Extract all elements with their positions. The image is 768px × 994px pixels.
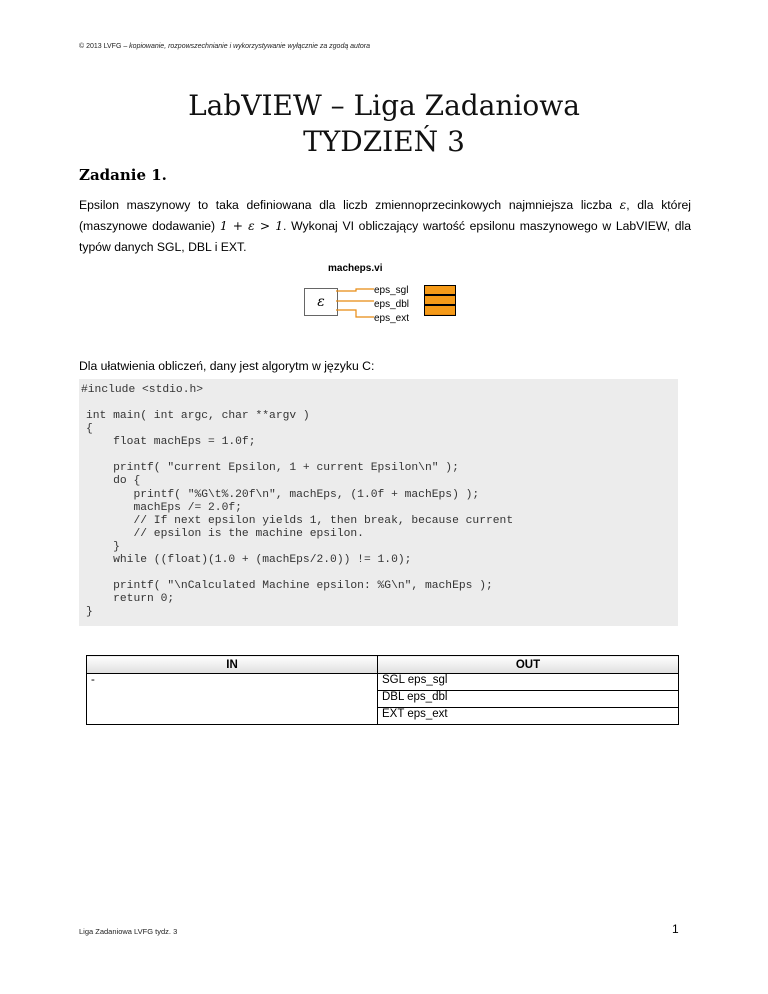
vi-epsilon-symbol: ε	[317, 294, 325, 310]
connector-pane-icon	[424, 285, 456, 316]
in-value-cell: -	[87, 674, 378, 725]
out-row-ext: EXT eps_ext	[378, 708, 679, 725]
task-text-part2: , dla której (maszynowe dodawanie)	[79, 198, 691, 233]
vi-icon-box	[304, 288, 338, 316]
connector-terminal-1	[425, 286, 455, 296]
terminal-label-dbl: eps_dbl	[374, 299, 410, 310]
out-row-dbl: DBL eps_dbl	[378, 691, 679, 708]
header-copyright-note	[79, 43, 370, 50]
table-row	[87, 674, 679, 691]
page-title-line2: TYDZIEŃ 3	[303, 125, 465, 158]
code-intro-text: Dla ułatwienia obliczeń, dany jest algorytm w języku C:	[79, 359, 375, 373]
task-description	[79, 195, 691, 258]
copyright-text: © 2013 LVFG	[79, 43, 122, 50]
epsilon-symbol: ε	[619, 198, 627, 212]
terminal-label-ext: eps_ext	[374, 313, 410, 324]
vi-name: macheps.vi	[328, 263, 383, 274]
code-body: int main( int argc, char **argv ) { float machEps = 1.0f; printf( "current Epsilon, 1 + current Epsilon\n" ); do { printf( "%G\t%.20f\n", machEps, (1.0f + machEps) ); machEps /= 2.0f; // If next epsilon yields 1, then break, because current // epsilon is the machine epsilon. } while ((float)(1.0 + (machEps/2.0)) != 1.0); printf( "\nCalculated Machine epsilon: %G\n", machEps ); return 0; }	[86, 410, 514, 619]
connector-terminal-3	[425, 306, 455, 314]
code-block	[79, 379, 678, 626]
math-expression: 1 + ε > 1	[219, 219, 284, 233]
copyright-note-text: – kopiowanie, rozpowszechnianie i wykorzystywanie wyłącznie za zgodą autora	[121, 43, 371, 50]
in-header: IN	[87, 656, 378, 674]
out-row-sgl: SGL eps_sgl	[378, 674, 679, 691]
terminal-label-sgl: eps_sgl	[374, 285, 409, 296]
task-text-part3: . Wykonaj VI obliczający wartość epsilonu maszynowego w LabVIEW, dla typów danych SGL, DBL i EXT.	[79, 219, 692, 254]
task-text-part1: Epsilon maszynowy to taka definiowana dla liczb zmiennoprzecinkowych najmniejsza liczba	[79, 198, 620, 212]
out-header: OUT	[378, 656, 679, 674]
page-number: 1	[672, 922, 679, 936]
io-table-header-row	[87, 656, 679, 674]
footer-text: Liga Zadaniowa LVFG tydz. 3	[79, 927, 178, 936]
vi-terminal-wires	[336, 286, 376, 322]
task-heading: Zadanie 1.	[79, 166, 167, 184]
page-title-line1: LabVIEW – Liga Zadaniowa	[188, 89, 580, 122]
io-table	[86, 655, 679, 725]
code-include-line: #include <stdio.h>	[81, 384, 204, 396]
connector-terminal-2	[425, 296, 455, 306]
